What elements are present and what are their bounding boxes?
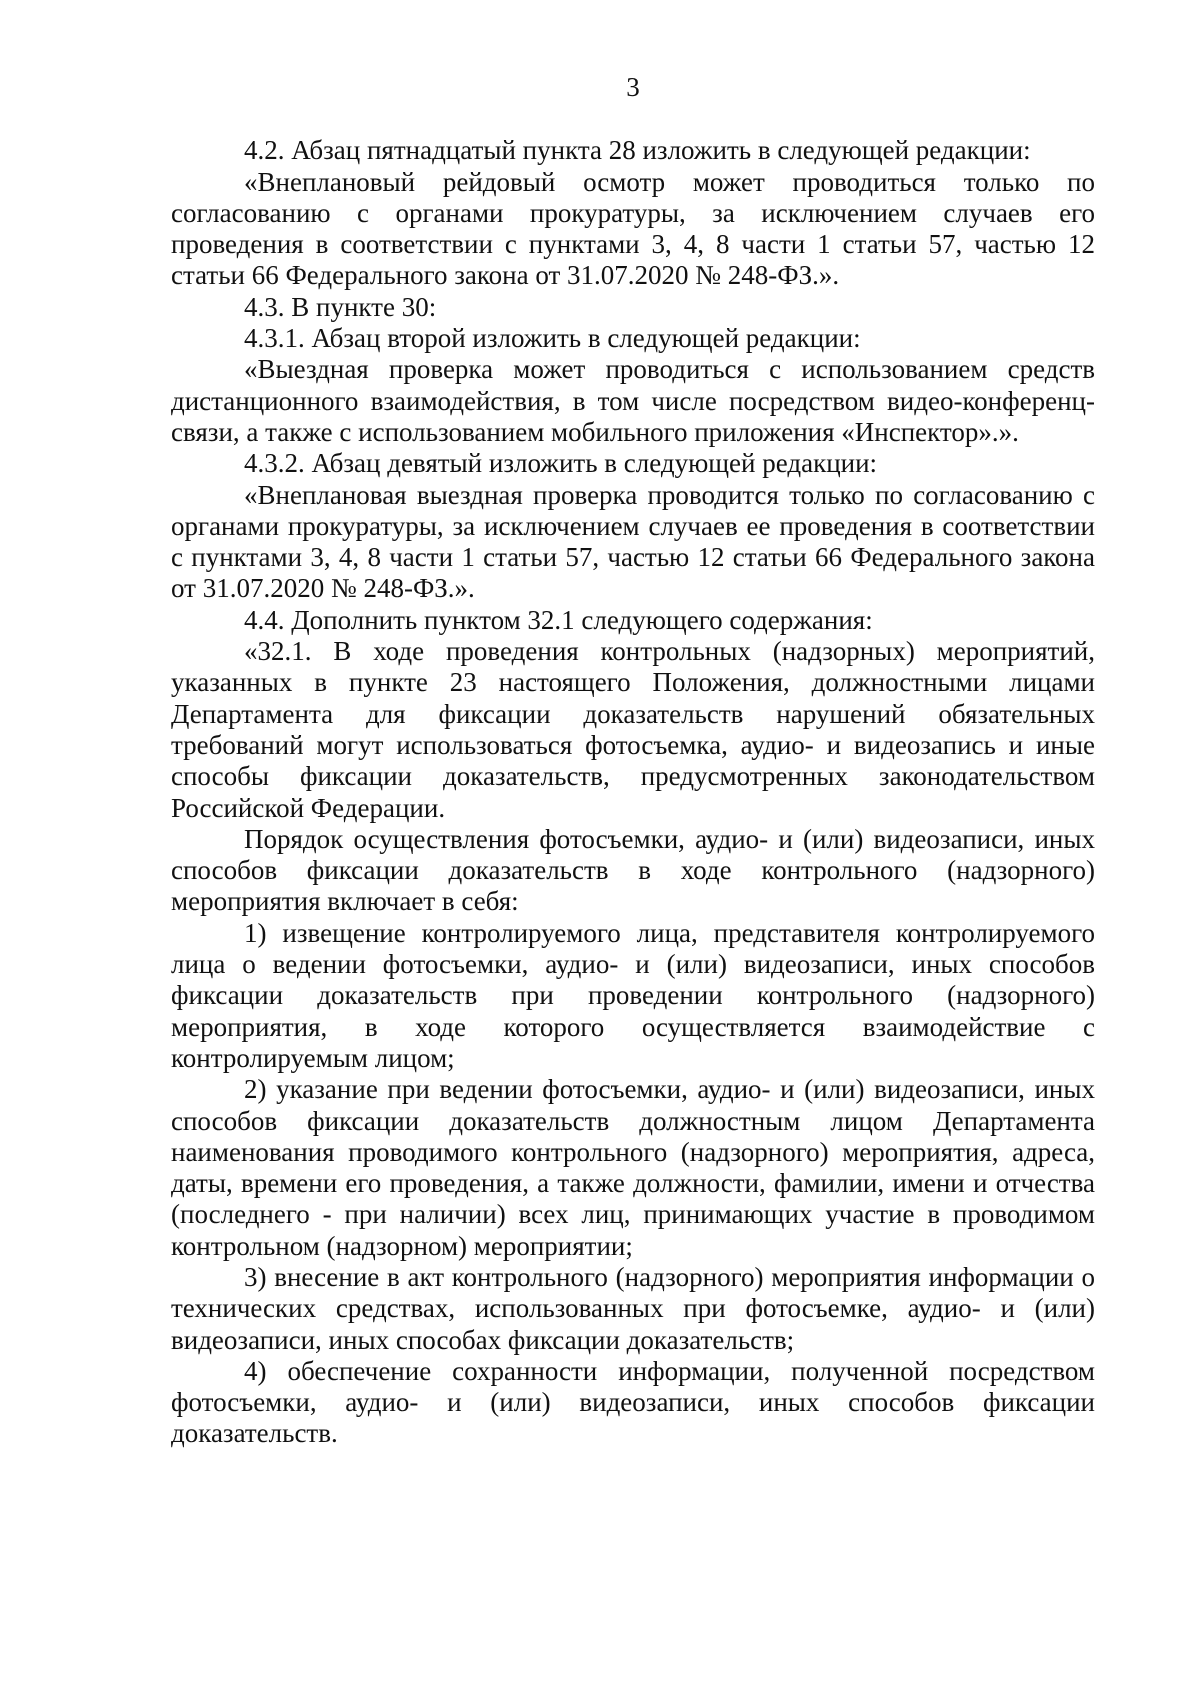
paragraph-4-3: 4.3. В пункте 30:	[244, 291, 437, 322]
list-item-2: 2) указание при ведении фотосъемки, аудио- и (или) видеозаписи, иных способов фиксации доказательств должностным лицом Департамента наименования проводимого контрольного (надзорного) мероприятия, адреса, даты, времени его проведения, а также должности, фамилии, имени и отчества (последнего - при наличии) всех лиц, принимающих участие в проводимом контрольном (надзорном) мероприятии;	[171, 1074, 1095, 1261]
paragraph-4-3-1: 4.3.1. Абзац второй изложить в следующей редакции:	[244, 323, 861, 354]
list-item-1: 1) извещение контролируемого лица, представителя контролируемого лица о ведении фотосъемки, аудио- и (или) видеозаписи, иных способов фиксации доказательств при проведении контрольного (надзорного) мероприятия, в ходе которого осуществляется взаимодействие с контролируемым лицом;	[171, 917, 1095, 1073]
paragraph-4-4: 4.4. Дополнить пунктом 32.1 следующего содержания:	[244, 604, 873, 635]
paragraph-4-2-text: «Внеплановый рейдовый осмотр может проводиться только по согласованию с органами прокуратуры, за исключением случаев его проведения в соответствии с пунктами 3, 4, 8 части 1 статьи 57, частью 12 статьи 66 Федерального закона от 31.07.2020 № 248-ФЗ.».	[171, 166, 1095, 291]
paragraph-4-2: 4.2. Абзац пятнадцатый пункта 28 изложить в следующей редакции:	[244, 135, 1031, 166]
list-item-4: 4) обеспечение сохранности информации, полученной посредством фотосъемки, аудио- и (или) видеозаписи, иных способов фиксации доказательств.	[171, 1355, 1095, 1449]
paragraph-procedure: Порядок осуществления фотосъемки, аудио- и (или) видеозаписи, иных способов фиксации доказательств в ходе контрольного (надзорного) мероприятия включает в себя:	[171, 823, 1095, 917]
paragraph-4-3-1-text: «Выездная проверка может проводиться с использованием средств дистанционного взаимодействия, в том числе посредством видео-конференц-связи, а также с использованием мобильного приложения «Инспектор».».	[171, 354, 1095, 447]
list-item-3: 3) внесение в акт контрольного (надзорного) мероприятия информации о технических средствах, использованных при фотосъемке, аудио- и (или) видеозаписи, иных способах фиксации доказательств;	[171, 1261, 1095, 1355]
page-number: 3	[626, 72, 640, 102]
paragraph-4-3-2: 4.3.2. Абзац девятый изложить в следующей редакции:	[244, 448, 878, 479]
paragraph-32-1: «32.1. В ходе проведения контрольных (надзорных) мероприятий, указанных в пункте 23 настоящего Положения, должностными лицами Департамента для фиксации доказательств нарушений обязательных требований могут использоваться фотосъемка, аудио- и видеозапись и иные способы фиксации доказательств, предусмотренных законодательством Российской Федерации.	[171, 636, 1095, 823]
paragraph-4-3-2-text: «Внеплановая выездная проверка проводится только по согласованию с органами прокуратуры, за исключением случаев ее проведения в соответствии с пунктами 3, 4, 8 части 1 статьи 57, частью 12 статьи 66 Федерального закона от 31.07.2020 № 248-ФЗ.».	[171, 479, 1095, 604]
